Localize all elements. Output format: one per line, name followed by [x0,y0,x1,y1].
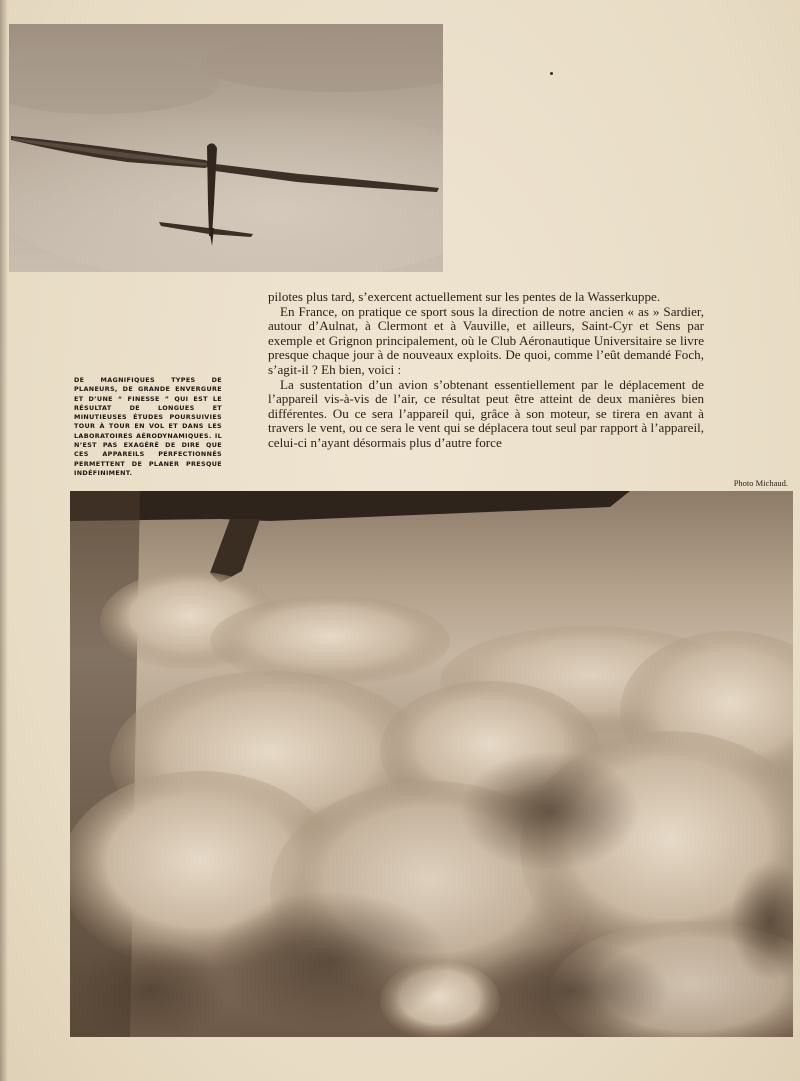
page-gutter-shadow [0,0,8,1081]
glider-photo [9,24,443,272]
article-paragraph: La sustentation d’un avion s’obtenant essentiellement par le déplacement de l’appareil vis-à-vis de l’air, ce résultat peut être atteint de deux manières bien différentes. Ou ce sera l’appareil qui, grâce à son moteur, se tirera en avant à travers le vent, ou ce sera le vent qui se déplacera tout seul par rapport à l’appareil, celui-ci n’ayant désormais plus d’autre force [268,376,704,450]
photo-caption: DE MAGNIFIQUES TYPES DE PLANEURS, DE GRANDE ENVERGURE ET D’UNE “ FINESSE ” QUI EST LE RÉSULTAT DE LONGUES ET MINUTIEUSES ÉTUDES POURSUIVIES TOUR À TOUR EN VOL ET DANS LES LABORATOIRES AÉRODYNAMIQUES. IL N’EST PAS EXAGÉRÉ DE DIRE QUE CES APPAREILS PERFECTIONNÉS PERMETTENT DE PLANER PRESQUE INDÉFINIMENT. [74,376,222,477]
clouds-photo [70,491,793,1037]
photo-credit: Photo Michaud. [733,478,788,488]
article-paragraph: pilotes plus tard, s’exercent actuellement sur les pentes de la Wasserkuppe. [268,289,661,304]
ink-dot [550,72,553,75]
clouds-photo-image [70,491,793,1037]
article-body [268,290,704,451]
glider-photo-image [9,24,443,272]
article-paragraph: En France, on pratique ce sport sous la direction de notre ancien « as » Sardier, autour d’Aulnat, à Clermont et à Vauville, et ailleurs, Saint-Cyr et Sens par exemple et Grignon principalement, où le Club Aéronautique Universitaire se livre presque chaque jour à de nouveaux exploits. De quoi, comme l’eût demandé Foch, s’agit-il ? Eh bien, voici : [268,303,704,377]
